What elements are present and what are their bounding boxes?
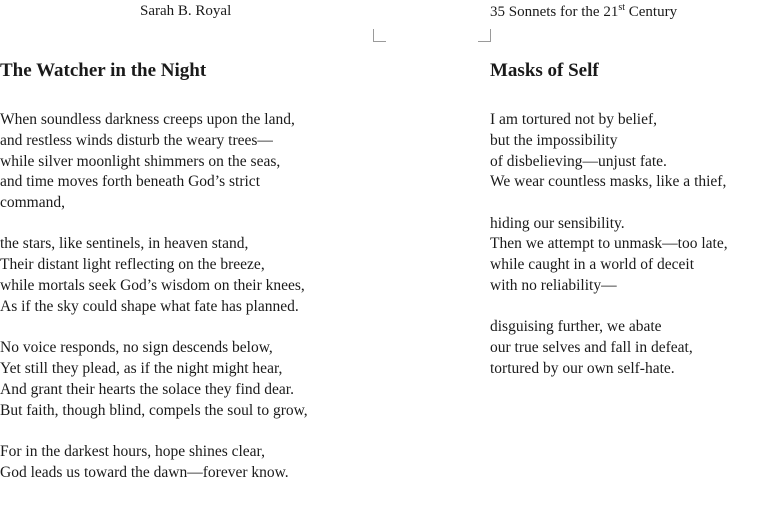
running-header-author: Sarah B. Royal <box>140 3 232 19</box>
running-header-book-title <box>490 3 677 21</box>
poem-line: the stars, like sentinels, in heaven stand, <box>0 235 249 253</box>
book-title-superscript: st <box>618 2 625 13</box>
poem-line: No voice responds, no sign descends below, <box>0 339 273 357</box>
poem-stanza <box>0 234 380 317</box>
poem-line: tortured by our own self-hate. <box>490 359 675 377</box>
poem-stanza <box>0 110 380 214</box>
poem-line: God leads us toward the dawn—forever know. <box>0 463 289 481</box>
poem-title: The Watcher in the Night <box>0 60 207 81</box>
poem-line: but the impossibility <box>490 131 618 149</box>
poem-line: of disbelieving—unjust fate. <box>490 152 667 170</box>
poem-line: Then we attempt to unmask—too late, <box>490 235 728 253</box>
poem-line: while mortals seek God’s wisdom on their knees, <box>0 277 305 295</box>
poem-line: Their distant light reflecting on the breeze, <box>0 256 265 274</box>
poem-line: We wear countless masks, like a thief, <box>490 173 727 191</box>
book-title-suffix: Century <box>625 4 678 20</box>
poem-column-right <box>490 58 780 400</box>
poem-line: our true selves and fall in defeat, <box>490 339 693 357</box>
poem-column-left <box>0 58 380 504</box>
poem-line: For in the darkest hours, hope shines clear, <box>0 442 265 460</box>
poem-line: Yet still they plead, as if the night might hear, <box>0 359 283 377</box>
poem-line: When soundless darkness creeps upon the land, <box>0 111 295 128</box>
poem-line: But faith, though blind, compels the soul to grow, <box>0 401 308 419</box>
poem-line: disguising further, we abate <box>490 318 662 336</box>
poem-stanza <box>490 110 780 193</box>
poem-line: And grant their hearts the solace they find dear. <box>0 380 294 398</box>
poem-stanza <box>0 442 380 484</box>
page-corner-mark-right <box>478 29 491 42</box>
poem-line: while caught in a world of deceit <box>490 256 695 274</box>
poem-line: hiding our sensibility. <box>490 214 625 232</box>
page-corner-mark-left <box>373 29 386 42</box>
poem-line: command, <box>0 194 65 212</box>
poem-line: I am tortured not by belief, <box>490 111 658 128</box>
poem-line: As if the sky could shape what fate has planned. <box>0 297 299 315</box>
poem-line: and time moves forth beneath God’s strict <box>0 173 260 191</box>
poem-stanza <box>0 338 380 421</box>
book-title-text: 35 Sonnets for the 21 <box>490 4 619 20</box>
poem-stanza <box>490 317 780 379</box>
poem-line: while silver moonlight shimmers on the seas, <box>0 152 281 170</box>
poem-title: Masks of Self <box>490 60 599 81</box>
poem-line: with no reliability— <box>490 277 617 295</box>
poem-stanza <box>490 214 780 297</box>
poem-line: and restless winds disturb the weary trees— <box>0 131 273 149</box>
